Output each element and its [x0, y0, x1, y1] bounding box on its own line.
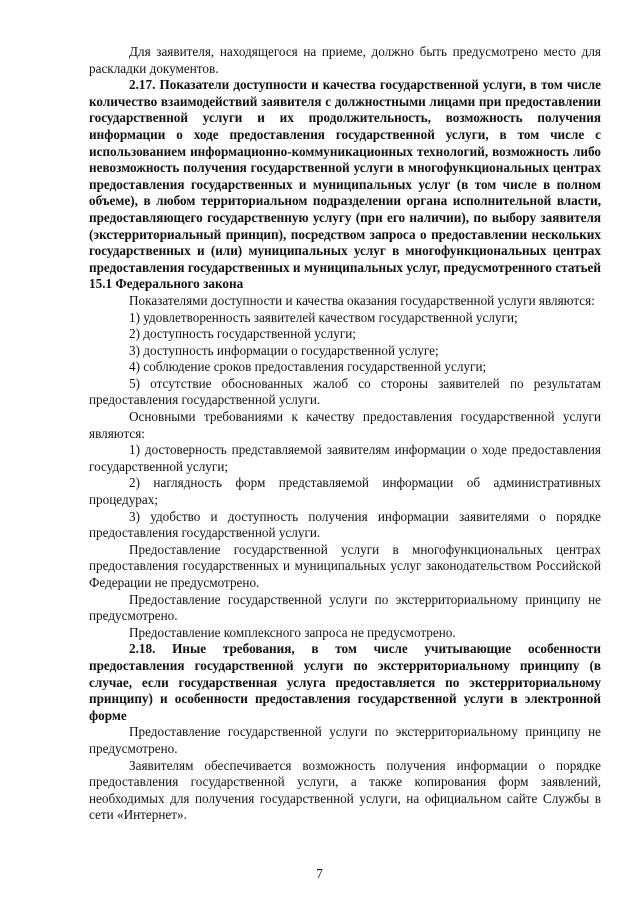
list-item: 3) доступность информации о государственной услуге;	[129, 342, 439, 358]
list-item: 2) доступность государственной услуги;	[129, 326, 356, 342]
section-heading-2-18: 2.18. Иные требования, в том числе учитывающие особенности предоставления государственной услуги по экстерриториальному принципу (в случае, если государственная услуга предоставляется по экстерриториальному принципу) и особенности предоставления государственной услуги в электронной форме	[89, 641, 601, 723]
list-item: 2) наглядность форм представляемой информации об административных процедурах;	[89, 475, 601, 508]
section-heading-2-17: 2.17. Показатели доступности и качества государственной услуги, в том числе количество взаимодействий заявителя с должностными лицами при предоставлении государственной услуги и их продолжительность, возможность получения информации о ходе предоставления государственной услуги, в том числе с использованием информационно-коммуникационных технологий, возможность либо невозможность получения государственной услуги в многофункциональных центрах предоставления государственных и муниципальных услуг (в том числе в полном объеме), в любом территориальном подразделении органа исполнительной власти, предоставляющего государственную услугу (при его наличии), по выбору заявителя (экстерриториальный принцип), посредством запроса о предоставлении нескольких государственных и (или) муниципальных услуг в многофункциональных центрах предоставления государственных и муниципальных услуг, предусмотренного статьей 15.1 Федерального закона	[89, 77, 601, 292]
list-item: 1) удовлетворенность заявителей качеством государственной услуги;	[129, 309, 518, 325]
paragraph: Показателями доступности и качества оказания государственной услуги являются:	[129, 292, 595, 308]
paragraph: Предоставление комплексного запроса не предусмотрено.	[129, 624, 456, 640]
list-item: 5) отсутствие обоснованных жалоб со стороны заявителей по результатам предоставления государственной услуги.	[89, 375, 601, 408]
document-body	[89, 44, 601, 824]
paragraph: Предоставление государственной услуги в многофункциональных центрах предоставления государственных и муниципальных услуг законодательством Российской Федерации не предусмотрено.	[89, 541, 601, 590]
list-item: 4) соблюдение сроков предоставления государственной услуги;	[129, 359, 487, 375]
paragraph: Для заявителя, находящегося на приеме, должно быть предусмотрено место для раскладки документов.	[89, 44, 601, 76]
page-number: 7	[316, 866, 323, 881]
paragraph: Предоставление государственной услуги по экстерриториальному принципу не предусмотрено.	[89, 724, 601, 756]
list-item: 1) достоверность представляемой заявителям информации о ходе предоставления государственной услуги;	[89, 442, 601, 474]
paragraph: Предоставление государственной услуги по экстерриториальному принципу не предусмотрено.	[89, 591, 601, 624]
paragraph: Основными требованиями к качеству предоставления государственной услуги являются:	[89, 409, 601, 441]
list-item: 3) удобство и доступность получения информации заявителями о порядке предоставления государственной услуги.	[89, 508, 601, 541]
paragraph: Заявителям обеспечивается возможность получения информации о порядке предоставления государственной услуги, а также копирования форм заявлений, необходимых для получения государственной услуги, на официальном сайте Службы в сети «Интернет».	[89, 757, 601, 823]
